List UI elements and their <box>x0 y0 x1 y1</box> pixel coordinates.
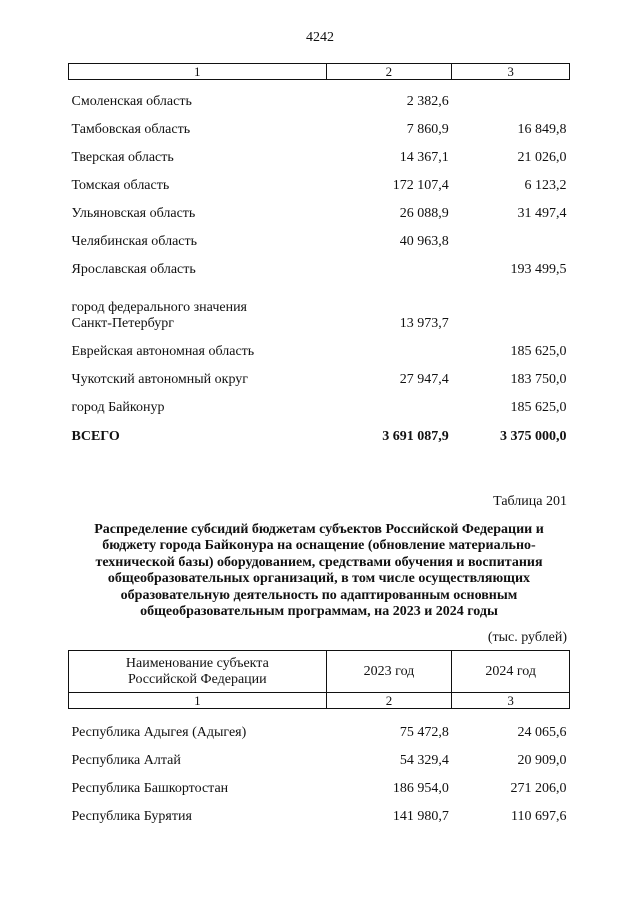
value-2024: 193 499,5 <box>510 261 567 277</box>
region-name: Чукотский автономный округ <box>71 371 249 387</box>
value-2023 <box>326 332 452 360</box>
table-row <box>69 278 570 332</box>
value-2024: 24 065,6 <box>517 724 567 740</box>
column-index: 2 <box>326 693 452 709</box>
value-2024 <box>452 278 570 332</box>
value-2024: 185 625,0 <box>510 343 567 359</box>
region-name: город Байконур <box>71 399 165 415</box>
total-2024: 3 375 000,0 <box>500 428 567 444</box>
column-index-row <box>69 693 570 709</box>
region-name: Ярославская область <box>71 261 196 277</box>
value-2024: 6 123,2 <box>524 177 567 193</box>
value-2023: 186 954,0 <box>392 780 449 796</box>
column-index: 1 <box>69 693 327 709</box>
value-2023: 14 367,1 <box>399 149 449 165</box>
column-index: 3 <box>452 693 570 709</box>
column-header-region: Наименование субъекта Российской Федерации <box>69 651 327 693</box>
region-name: Республика Алтай <box>71 752 181 768</box>
table-caption: Таблица 201 <box>493 494 567 509</box>
column-index-row <box>69 64 570 80</box>
subsidy-distribution-table <box>68 650 570 825</box>
column-header-2023: 2023 год <box>326 651 452 693</box>
value-2023: 2 382,6 <box>406 93 449 109</box>
page-number: 4242 <box>306 30 334 45</box>
table-row <box>69 166 570 194</box>
value-2024: 271 206,0 <box>510 780 567 796</box>
table-row <box>69 797 570 825</box>
table-row <box>69 769 570 797</box>
value-2024 <box>452 80 570 110</box>
table-row <box>69 741 570 769</box>
units-label: (тыс. рублей) <box>487 630 567 645</box>
table-row <box>69 194 570 222</box>
table-row <box>69 360 570 388</box>
region-name: Республика Адыгея (Адыгея) <box>71 724 247 740</box>
column-index: 3 <box>452 64 570 80</box>
column-header-row <box>69 651 570 693</box>
value-2023: 141 980,7 <box>392 808 449 824</box>
total-label: ВСЕГО <box>71 428 120 444</box>
region-name: Тверская область <box>71 149 174 165</box>
table-row <box>69 110 570 138</box>
value-2023: 13 973,7 <box>399 315 449 331</box>
value-2023: 26 088,9 <box>399 205 449 221</box>
column-header-2024: 2024 год <box>452 651 570 693</box>
value-2023 <box>326 250 452 278</box>
value-2024 <box>452 222 570 250</box>
region-name: Ульяновская область <box>71 205 196 221</box>
column-index: 2 <box>326 64 452 80</box>
region-name: Еврейская автономная область <box>71 343 255 359</box>
value-2023: 27 947,4 <box>399 371 449 387</box>
value-2024: 21 026,0 <box>517 149 567 165</box>
total-2023: 3 691 087,9 <box>382 428 449 444</box>
region-name: Томская область <box>71 177 170 193</box>
value-2024: 16 849,8 <box>517 121 567 137</box>
value-2024: 31 497,4 <box>517 205 567 221</box>
total-row <box>69 416 570 445</box>
table-row <box>69 222 570 250</box>
continued-subsidy-table <box>68 63 570 445</box>
region-name: Челябинская область <box>71 233 197 249</box>
value-2024: 110 697,6 <box>511 808 567 824</box>
table-row <box>69 332 570 360</box>
table-row <box>69 388 570 416</box>
region-name: город федерального значения Санкт-Петербург <box>71 299 247 331</box>
table-title: Распределение субсидий бюджетам субъектов Российской Федерации и бюджету города Байконура на оснащение (обновление материально-технической базы) оборудованием, средствами обучения и воспитания общеобразовательных организаций, в том числе осуществляющих образовательную деятельность по адаптированным основным общеобразовательным программам, на 2023 и 2024 годы <box>94 522 544 620</box>
table-row <box>69 250 570 278</box>
value-2024: 185 625,0 <box>510 399 567 415</box>
value-2023: 54 329,4 <box>399 752 449 768</box>
value-2024: 20 909,0 <box>517 752 567 768</box>
value-2023: 172 107,4 <box>392 177 449 193</box>
value-2023: 75 472,8 <box>399 724 449 740</box>
value-2024: 183 750,0 <box>510 371 567 387</box>
column-index: 1 <box>69 64 327 80</box>
region-name: Республика Башкортостан <box>71 780 229 796</box>
table-row <box>69 138 570 166</box>
table-row <box>69 709 570 741</box>
region-name: Тамбовская область <box>71 121 191 137</box>
value-2023: 7 860,9 <box>406 121 449 137</box>
region-name: Республика Бурятия <box>71 808 192 824</box>
value-2023: 40 963,8 <box>399 233 449 249</box>
value-2023 <box>326 388 452 416</box>
region-name: Смоленская область <box>71 93 192 109</box>
table-row <box>69 80 570 110</box>
